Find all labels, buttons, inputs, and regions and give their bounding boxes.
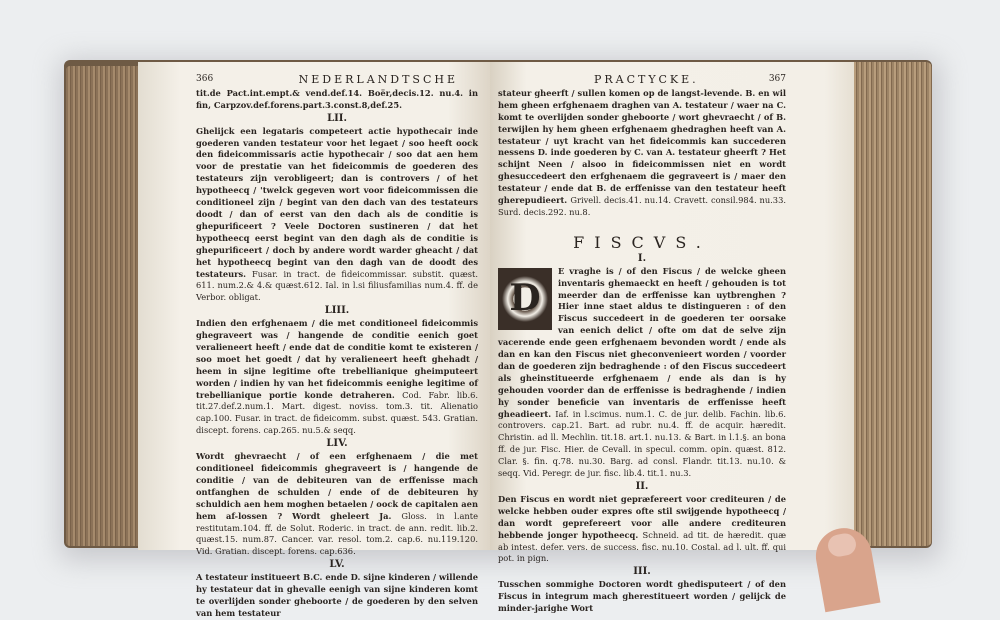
paragraph-text: Tusschen sommighe Doctoren wordt ghedisputeert / of den Fiscus in integrum mach gherestitueert worden / gelijck de minder-jarighe Wort — [498, 579, 786, 614]
right-page-edges — [852, 62, 932, 546]
paragraph-text: Indien den erfghenaem / die met conditioneel fideicommis ghegraveert was / hangende de conditie eenich goet veralieneert heeft / ende dat de conditie komt te existeren / soo moet het goedt / dat hy veralieneert heeft ghehadt / heem in sijne legitime ofte trebellianique gheimputeert worden / indien hy van het fideicommis eenighe legitime of trebellianique portie konde detraheren. — [196, 318, 478, 400]
section-number: LIV. — [326, 438, 348, 450]
citation: Grivell. decis.41. nu.14. Cravett. consil.984. nu.33. Surd. decis.292. nu.8. — [498, 195, 787, 217]
page-number: 366 — [196, 74, 214, 84]
paragraph — [498, 579, 786, 615]
chapter-title: FISCVS. — [573, 232, 711, 252]
paragraph-text: tit.de Pact.int.empt.& vend.def.14. Boër,decis.12. nu.4. in fin, Carpzov.def.forens.part.3.const.8,def.25. — [196, 87, 478, 110]
page-number: 367 — [768, 74, 786, 84]
paragraph-text: Wordt ghevraecht / of een erfghenaem / die met conditioneel fideicommis ghegraveert is / hangende de conditie / van de debiteuren van de erffenisse mach ontfanghen de schulden / ende of de debiteuren hy schuldich aen hem moghen betaelen / oock de capitalen aen hem af-lossen ? Wordt gheleert Ja. — [196, 451, 478, 521]
paragraph — [498, 266, 786, 480]
paragraph — [196, 451, 478, 558]
paragraph — [498, 88, 786, 219]
paragraph-text: Ghelijck een legataris competeert actie hypothecair inde goederen vanden testateur voor het legaet / soo heeft oock den fideicommissaris actie hypothecair / soo dat aen hem voor de prestatie van het fideicommis de goederen des testateurs zijn verobligeert; dan is controvers / of het hypotheecq / 'twelck gegeven wort voor fideicommissen die conditioneel zijn / begint van den dach van des testateurs doodt / dan of eerst van den dach als de conditie is ghepurificeert ? Veele Doctoren sustineren / dat het hypotheecq eerst begint van den dagh als de conditie is ghepurificeert / doch by andere wordt warder gheacht / dat het hypotheecq begint van den dagh van de doodt des testateurs. — [196, 125, 478, 279]
section-number: III. — [633, 566, 651, 578]
right-body — [498, 88, 786, 615]
paragraph — [196, 88, 478, 112]
left-body — [196, 88, 478, 620]
decorated-initial: D — [498, 268, 552, 330]
paragraph-text: A testateur institueert B.C. ende D. sijne kinderen / willende hy testateur dat in ghevalle eenigh van sijne kinderen komt te overlijden sonder gheboorte / de goederen by den selven van hem testateur — [196, 572, 478, 618]
paragraph — [196, 572, 478, 620]
paragraph — [498, 494, 786, 565]
section-number: LII. — [327, 112, 347, 124]
left-page — [138, 62, 490, 618]
section-number: LV. — [329, 559, 345, 571]
paragraph — [196, 318, 478, 437]
right-page — [490, 62, 854, 614]
paragraph-text: Den Fiscus en wordt niet gepræfereert voor crediteuren / de welcke hebben ouder expres ofte stil swijgende hypotheecq / dan wordt geprefereert voor alle andere crediteuren hebbende jonger hypotheecq. — [498, 493, 786, 540]
section-number: II. — [635, 481, 649, 492]
right-header — [498, 74, 786, 86]
citation: Cod. Fabr. lib.6. tit.27.def.2.num.1. Mart. digest. noviss. tom.3. tit. Alienatio cap.100. Fusar. in tract. de fideicomm. subst. quæst. 543. Gratian. discept. forens. cap.265. nu.5.& seqq. — [196, 389, 479, 436]
citation: Fusar. in tract. de fideicommissar. substit. quæst. 611. num.2.& 4.& quæst.612. Ial. in l.si filiusfamilias num.4. ff. de Verbor. obligat. — [196, 268, 479, 303]
running-head: PRACTYCKE. — [594, 73, 699, 86]
running-head: NEDERLANDTSCHE — [298, 73, 458, 86]
left-page-edges — [66, 66, 146, 546]
paragraph-text: stateur gheerft / sullen komen op de langst-levende. B. en wil hem gheen erfghenaem draghen van A. testateur / waer na C. komt te overlijden sonder gheboorte / wort ghevraecht / of B. terwijlen hy hem gheen erfghenaem ghedraghen heeft van A. testateur / uyt kracht van het fideicommis kan succederen nessens D. inde goederen by C. van A. testateur gheerft ? Het schijnt Neen / alsoo in fideicommissen niet en wordt ghesuccedeert den erfghenaem die gegraveert is / maer den testateur / ende dat B. de erffenisse van den testateur heeft gherepudieert. — [498, 87, 786, 206]
citation: Schneid. ad tit. de hæredit. quæ ab intest. defer. vers. de success. fisc. nu.10. Costal. ad l. ult. ff. qui pot. in pign. — [498, 529, 787, 564]
citation: Gloss. in l.ante restitutam.104. ff. de Solut. Roderic. in tract. de ann. redit. lib.2. quæst.15. num.87. Cancer. var. resol. tom.2. cap.6. nu.119.120. Vid. Gratian. discept. forens. cap.636. — [196, 510, 478, 557]
left-header — [196, 74, 478, 86]
paragraph-text: E vraghe is / of den Fiscus / de welcke gheen inventaris ghemaeckt en heeft / gehouden is tot meerder dan de erffenisse kan uytbrenghen ? Hier inne staet aldus te distingueren : of den Fiscus succedeert in de goederen ter oorsake van eenich delict / ofte om dat de selve zijn vacerende ende geen erfghenaem bevonden wordt / ende als dan en kan den Fiscus niet gheconvenieert worden / voorder dan de goederen zijn bedraghende : of den Fiscus succedeert als gheinstitueerde erfghenaem / ende als dan is hy gehouden voorder dan de erffenisse is bedraghende / indien hy sonder beneficie van inventaris de erffenisse heeft gheadieert. — [498, 265, 786, 419]
section-number: I. — [637, 252, 647, 264]
citation: Iaf. in l.scimus. num.1. C. de jur. delib. Fachin. lib.6. controvers. cap.21. Bart. ad rubr. nu.4. ff. de acquir. hæredit. Christin. ad ll. Mechlin. tit.18. art.1. nu.13. & Bart. in l.1.§. an bona ff. de jur. Fisc. Hier. de Cevall. in specul. comm. opin. quæst. 812. Clar. §. fin. q.78. nu.30. Barg. ad consl. Flandr. tit.13. nu.10. & seqq. Vid. Peregr. de jur. fisc. lib.4. tit.1. nu.3. — [498, 408, 786, 479]
section-number: LIII. — [324, 305, 350, 317]
paragraph — [196, 126, 478, 305]
